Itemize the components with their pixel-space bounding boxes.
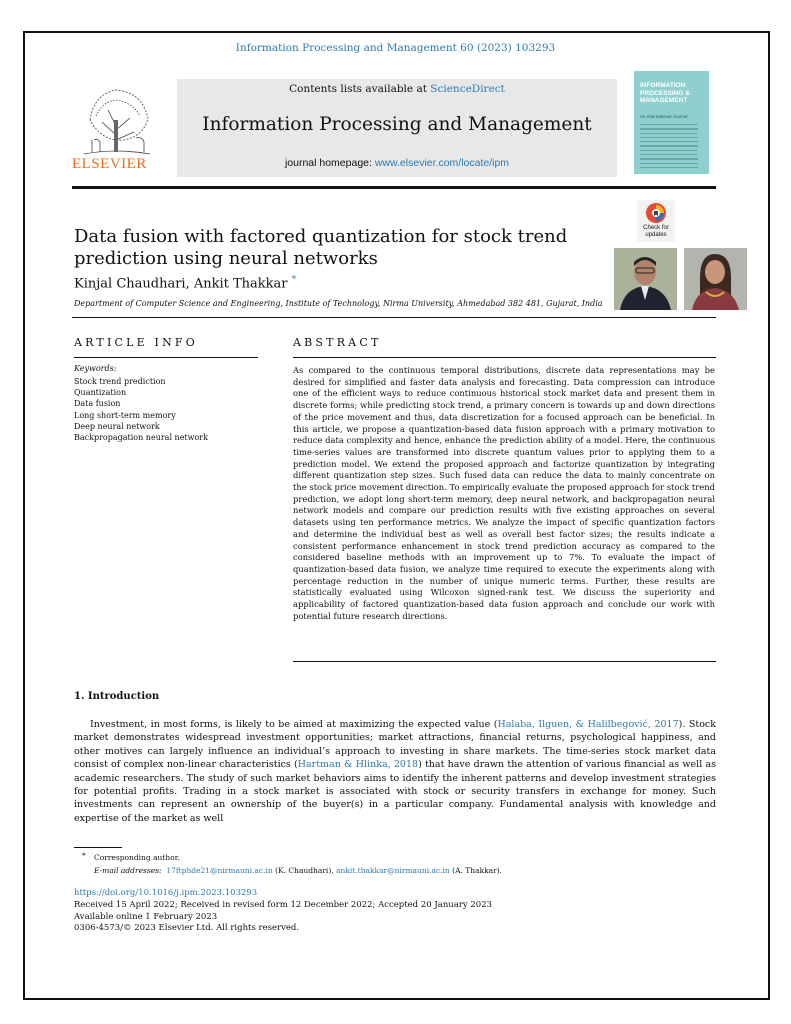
masthead-rule bbox=[72, 186, 716, 189]
keyword-list bbox=[74, 376, 208, 443]
cover-subtitle: An International Journal bbox=[640, 114, 688, 119]
keyword-item: Long short-term memory bbox=[74, 410, 176, 420]
email-link-thakkar[interactable]: ankit.thakkar@nirmauni.ac.in bbox=[336, 866, 450, 875]
article-info-rule bbox=[74, 357, 258, 358]
contents-line bbox=[177, 83, 617, 95]
check-for-updates-icon bbox=[645, 202, 667, 224]
keyword-item: Deep neural network bbox=[74, 421, 160, 431]
email-owner-1: (K. Chaudhari), bbox=[272, 866, 337, 875]
abstract-bottom-rule bbox=[293, 661, 716, 662]
intro-text-1: Investment, in most forms, is likely to be aimed at maximizing the expected value ( bbox=[90, 719, 498, 730]
footnote-mark: * bbox=[82, 851, 86, 860]
publication-details bbox=[74, 888, 492, 935]
paper-title: Data fusion with factored quantization for stock trend prediction using neural networks bbox=[74, 226, 568, 269]
author-list bbox=[74, 275, 296, 291]
citation-halaba-2017[interactable]: Halaba, Ilguen, & Halilbegović, 2017 bbox=[497, 719, 679, 730]
abstract-heading: ABSTRACT bbox=[293, 336, 382, 349]
introduction-paragraph bbox=[74, 718, 716, 825]
contents-prefix: Contents lists available at bbox=[289, 83, 431, 95]
keywords-label: Keywords: bbox=[74, 364, 117, 373]
copyright-line: 0306-4573/© 2023 Elsevier Ltd. All rights reserved. bbox=[74, 923, 300, 934]
email-line bbox=[94, 866, 502, 875]
corresponding-author-note: Corresponding author. bbox=[94, 853, 180, 862]
introduction-heading: 1. Introduction bbox=[74, 691, 160, 702]
keyword-item: Data fusion bbox=[74, 399, 121, 409]
check-for-updates-label: Check for updates bbox=[643, 225, 669, 238]
author-names: Kinjal Chaudhari, Ankit Thakkar bbox=[74, 276, 288, 292]
footnote-rule bbox=[74, 847, 122, 848]
corresponding-author-mark[interactable]: * bbox=[291, 275, 297, 285]
cover-title: INFORMATION PROCESSING & MANAGEMENT bbox=[640, 82, 690, 104]
author-photo-ankit bbox=[684, 248, 747, 310]
keyword-item: Quantization bbox=[74, 388, 127, 398]
journal-name: Information Processing and Management bbox=[202, 114, 592, 135]
homepage-prefix: journal homepage: bbox=[284, 157, 375, 169]
publisher-wordmark: ELSEVIER bbox=[72, 156, 147, 172]
abstract-rule bbox=[293, 357, 716, 358]
email-owner-2: (A. Thakkar). bbox=[449, 866, 503, 875]
intro-text-3: ) that have drawn the attention of various financial as well as academic researchers. The study of such market behaviors aims to identify the inherent patterns and develop investment strategies for potential profits. Trading in a stock market is associated with stock or security transfers in exchange for money. Such investments can represent an ownership of the buyer(s) in a particular company. Fundamental analysis with knowledge and expertise of the market as well bbox=[74, 759, 716, 824]
homepage-link[interactable]: www.elsevier.com/locate/ipm bbox=[374, 157, 510, 169]
homepage-line bbox=[177, 157, 617, 169]
author-photo-kinjal bbox=[614, 248, 677, 310]
affiliation: Department of Computer Science and Engineering, Institute of Technology, Nirma University, Ahmedabad 382 481, Gujarat, India bbox=[74, 299, 603, 308]
sciencedirect-link[interactable]: ScienceDirect bbox=[430, 83, 505, 95]
doi-link[interactable]: https://doi.org/10.1016/j.ipm.2023.103293 bbox=[74, 888, 258, 898]
received-dates: Received 15 April 2022; Received in revised form 12 December 2022; Accepted 20 January 2023 bbox=[74, 899, 493, 910]
header-divider bbox=[72, 317, 716, 318]
intro-text-2: ). Stock market demonstrates widespread investment opportunities; market attractions, financial returns, psychological happiness, and other motives can largely influence an individual’s approach to investing in share markets. The time-series stock market data consist of complex non-linear characteristics ( bbox=[74, 719, 716, 771]
available-online: Available online 1 February 2023 bbox=[74, 911, 218, 922]
abstract-text: As compared to the continuous temporal distributions, discrete data representations may be desired for simplified and faster data analysis and forecasting. Data compression can introduce one of the efficient ways to reduce continuous historical stock market data and present them in discrete forms; while predicting stock trend, a primary concern is towards up and down directions of the price movement and thus, data discretization for a focused approach can be beneficial. In this article, we propose a quantization-based data fusion approach with a primary motivation to reduce data complexity and hence, enhance the prediction ability of a model. Here, the continuous time-series values are transformed into discrete quantum values prior to applying them to a prediction model. We extend the proposed approach and factorize quantization by integrating different quantization step sizes. Such fused data can reduce the data to mainly concentrate on the stock price movement direction. To empirically evaluate the proposed approach for stock trend prediction, we adopt long short-term memory, deep neural network, and backpropagation neural network models and compare our prediction results with five existing approaches on several datasets using ten performance metrics. We analyze the impact of specific quantization factors and determine the individual best as well as overall best factor sizes; the results indicate a consistent performance enhancement in stock trend prediction accuracy as compared to the considered baseline methods with an improvement up to 7%. To evaluate the impact of quantization-based data fusion, we analyze time required to execute the experiments along with percentage reduction in the number of unique numeric terms. Further, these results are statistically evaluated using Wilcoxon signed-rank test. We discuss the superiority and applicability of factored quantization-based data fusion approach and conclude our work with potential future research directions. bbox=[293, 365, 715, 621]
email-link-chaudhari[interactable]: 17ftphde21@nirmauni.ac.in bbox=[166, 866, 273, 875]
keyword-item: Stock trend prediction bbox=[74, 377, 166, 386]
cover-text-lines bbox=[640, 124, 698, 171]
citation-hartman-2018[interactable]: Hartman & Hlinka, 2018 bbox=[297, 759, 419, 771]
article-info-heading: ARTICLE INFO bbox=[74, 336, 198, 349]
keyword-item: Backpropagation neural network bbox=[74, 433, 208, 443]
email-label: E-mail addresses: bbox=[94, 866, 162, 875]
running-head[interactable]: Information Processing and Management 60 (2023) 103293 bbox=[235, 42, 556, 54]
